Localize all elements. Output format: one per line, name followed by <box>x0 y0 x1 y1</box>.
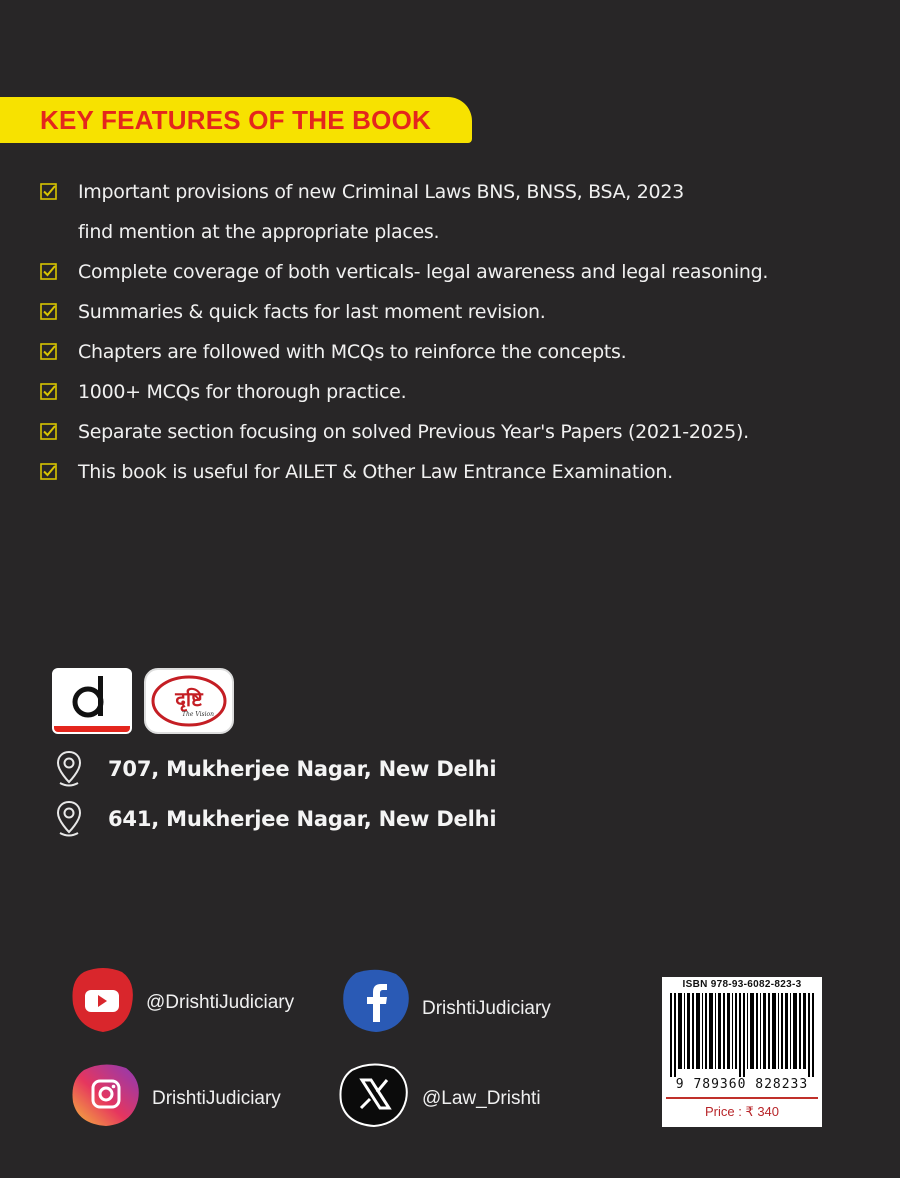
isbn-barcode-block <box>662 977 822 1127</box>
checkbox-icon <box>40 263 57 280</box>
instagram-handle-text: DrishtiJudiciary <box>152 1088 281 1109</box>
feature-text: Separate section focusing on solved Previous Year's Papers (2021-2025). <box>78 421 749 443</box>
features-heading: KEY FEATURES OF THE BOOK <box>40 105 431 135</box>
price-label: Price : ₹ 340 <box>704 1104 780 1119</box>
feature-text: 1000+ MCQs for thorough practice. <box>78 381 407 403</box>
facebook-icon <box>340 968 412 1034</box>
drishti-emblem-icon <box>146 670 232 732</box>
feature-text: Summaries & quick facts for last moment revision. <box>78 301 546 323</box>
drishti-d-logo <box>52 668 132 734</box>
features-list <box>40 172 870 492</box>
isbn-divider <box>666 1097 818 1099</box>
feature-text: This book is useful for AILET & Other Law Entrance Examination. <box>78 461 673 483</box>
d-letter-icon <box>54 670 130 726</box>
barcode-icon <box>670 993 814 1077</box>
checkbox-icon <box>40 423 57 440</box>
feature-item <box>40 252 870 292</box>
feature-item <box>40 412 870 452</box>
checkbox-icon <box>40 303 57 320</box>
location-pin-icon <box>54 749 84 789</box>
youtube-handle-text: @DrishtiJudiciary <box>146 992 295 1013</box>
isbn-label: ISBN 978-93-6082-823-3 <box>682 979 802 990</box>
feature-item <box>40 292 870 332</box>
instagram-icon <box>70 1062 142 1128</box>
features-banner <box>0 97 472 143</box>
x-twitter-icon <box>338 1062 410 1128</box>
drishti-logo-text: दृष्टि <box>175 687 203 711</box>
drishti-vision-logo <box>144 668 234 734</box>
feature-text: Complete coverage of both verticals- legal awareness and legal reasoning. <box>78 261 769 283</box>
youtube-icon <box>70 966 136 1034</box>
feature-item <box>40 332 870 372</box>
feature-text: Chapters are followed with MCQs to reinforce the concepts. <box>78 341 627 363</box>
feature-text: Important provisions of new Criminal Laws BNS, BNSS, BSA, 2023 <box>78 181 684 203</box>
checkbox-icon <box>40 463 57 480</box>
feature-item <box>40 372 870 412</box>
drishti-logo-subtext: The Vision <box>182 711 214 718</box>
feature-item <box>40 452 870 492</box>
location-pin-icon <box>54 799 84 839</box>
checkbox-icon <box>40 343 57 360</box>
checkbox-icon <box>40 183 57 200</box>
address-text: 707, Mukherjee Nagar, New Delhi <box>108 757 497 781</box>
isbn-digits: 9 789360 828233 <box>675 1077 809 1092</box>
x-handle-text: @Law_Drishti <box>422 1088 541 1109</box>
feature-item-continued <box>40 212 870 252</box>
feature-text: find mention at the appropriate places. <box>78 221 440 243</box>
logo-red-bar <box>54 726 130 732</box>
checkbox-icon <box>40 383 57 400</box>
facebook-handle-text: DrishtiJudiciary <box>422 998 551 1019</box>
address-text: 641, Mukherjee Nagar, New Delhi <box>108 807 497 831</box>
feature-item <box>40 172 870 212</box>
